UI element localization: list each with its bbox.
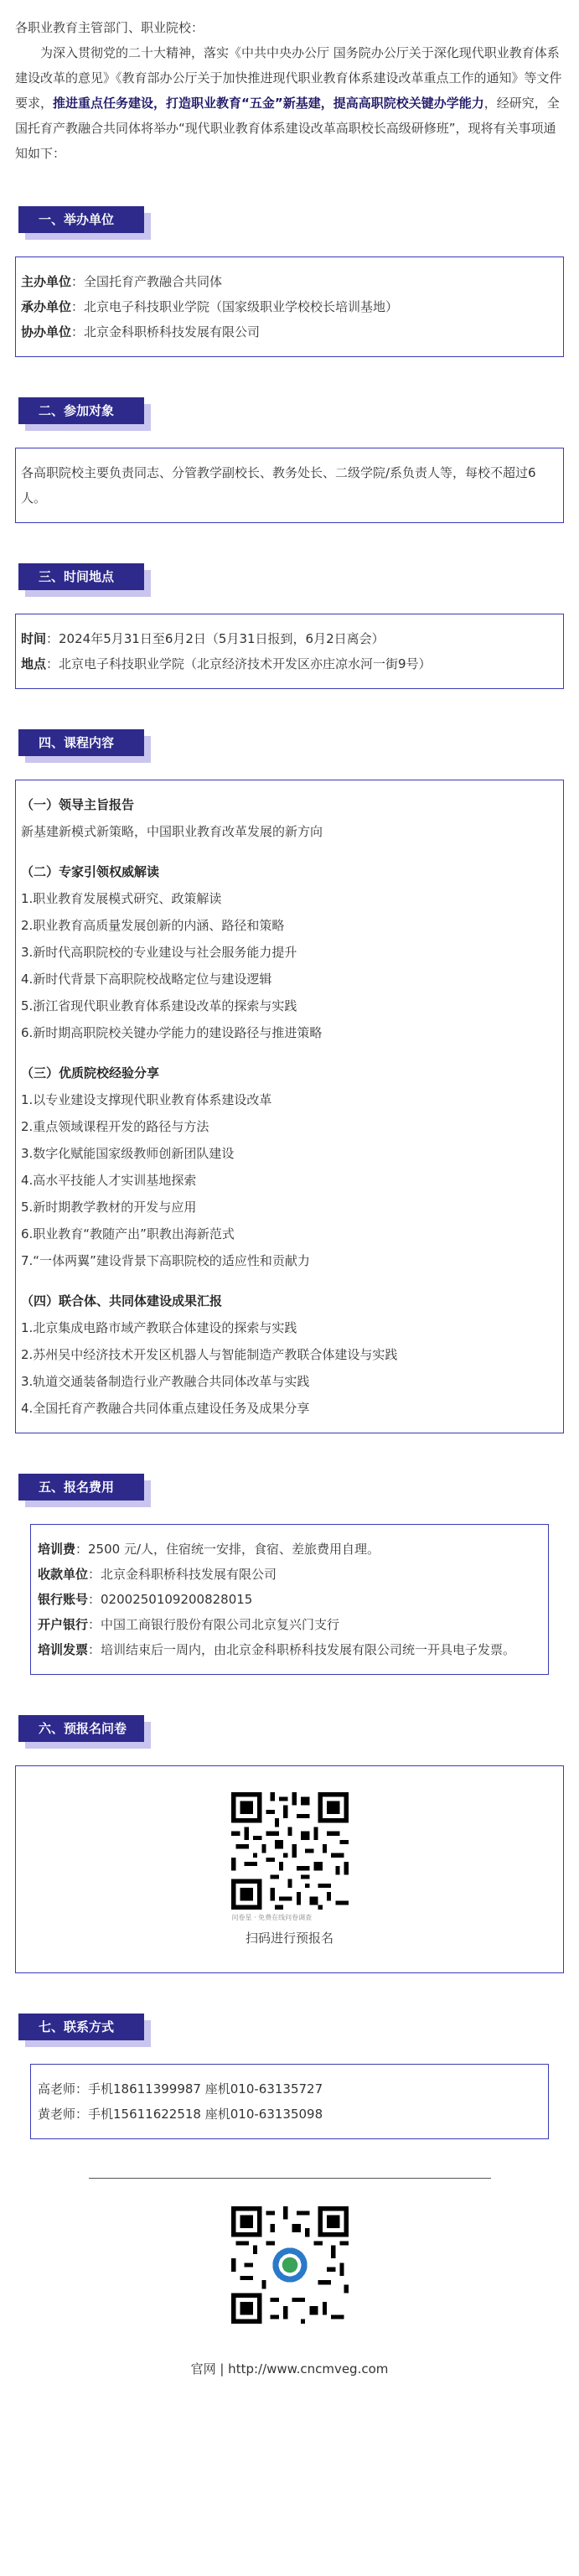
row-value: ：0200250109200828015 [88, 1592, 253, 1607]
footer-divider [89, 2178, 491, 2179]
survey-qr-wrap [21, 1778, 558, 1961]
qr-tag: 问卷星 · 免费在线问卷调查 [231, 1914, 313, 1921]
intro-text-post: ，经研究，全国托育产教融合共同体将举办“现代职业教育体系建设改革高职校长高级研修班”，现将有关事项通知如下： [15, 96, 560, 161]
row-key: 时间 [21, 631, 47, 646]
row-value: ：北京金科职桥科技发展有限公司 [71, 324, 261, 339]
time-place-box [15, 614, 564, 689]
course-item: 新基建新模式新策略，中国职业教育改革发展的新方向 [21, 824, 323, 839]
intro [0, 15, 579, 166]
survey-qr-code-icon[interactable] [227, 1788, 353, 1921]
intro-paragraph [15, 40, 564, 166]
survey-caption: 扫码进行预报名 [245, 1931, 333, 1946]
course-item: 1.职业教育发展模式研究、政策解读 [21, 891, 222, 906]
footer-qr-code-icon[interactable] [227, 2202, 353, 2328]
heading-label: 七、联系方式 [18, 2014, 144, 2040]
survey-box [15, 1765, 564, 1973]
section-heading-survey [18, 1715, 153, 1747]
row-key: 开户银行 [38, 1617, 89, 1632]
row-key: 地点 [21, 656, 47, 671]
section-heading-organizers [18, 206, 153, 238]
row-value: ：北京电子科技职业学院（北京经济技术开发区亦庄凉水河一街9号） [46, 656, 432, 671]
intro-text-bold: 推进重点任务建设，打造职业教育“五金”新基建，提高高职院校关键办学能力 [53, 96, 484, 111]
row-key: 主办单位 [21, 274, 72, 289]
official-website-link[interactable]: 官网 | http://www.cncmveg.com [190, 2361, 389, 2376]
heading-label: 二、参加对象 [18, 397, 144, 424]
section-heading-course [18, 729, 153, 761]
organizer-row [21, 269, 558, 294]
time-row [21, 626, 558, 651]
course-item: 6.职业教育“教随产出”职教出海新范式 [21, 1226, 235, 1241]
fee-row [38, 1562, 541, 1587]
fee-row [38, 1587, 541, 1612]
section-heading-time-place [18, 563, 153, 595]
row-key: 培训发票 [38, 1642, 89, 1657]
course-item: 3.轨道交通装备制造行业产教融合共同体改革与实践 [21, 1374, 310, 1389]
course-item: 1.北京集成电路市域产教联合体建设的探索与实践 [21, 1320, 297, 1335]
course-item: 4.全国托育产教融合共同体重点建设任务及成果分享 [21, 1401, 310, 1416]
fee-row [38, 1537, 541, 1562]
contact-row: 黄老师：手机15611622518 座机010-63135098 [38, 2107, 323, 2122]
course-box [15, 780, 564, 1433]
heading-label: 四、课程内容 [18, 729, 144, 756]
participants-text: 各高职院校主要负责同志、分管教学副校长、教务处长、二级学院/系负责人等，每校不超过6人。 [21, 465, 536, 505]
row-key: 培训费 [38, 1542, 76, 1557]
course-item: 1.以专业建设支撑现代职业教育体系建设改革 [21, 1092, 272, 1107]
qr-graphic [227, 2202, 353, 2328]
row-key: 协办单位 [21, 324, 72, 339]
participants-box [15, 448, 564, 523]
intro-text-pre: 为深入贯彻党的二十大精神，落实《中共中央办公厅 国务院办公厅关于深化现代职业教育体系建设改革的意见》《教育部办公厅关于加快推进现代职业教育体系建设改革重点工作的通知》等文件要求， [15, 45, 562, 111]
course-item: 2.重点领域课程开发的路径与方法 [21, 1119, 209, 1134]
course-item: 3.数字化赋能国家级教师创新团队建设 [21, 1146, 235, 1161]
row-value: ：全国托育产教融合共同体 [71, 274, 223, 289]
section-heading-fees [18, 1474, 153, 1506]
row-value: ：北京金科职桥科技发展有限公司 [88, 1567, 277, 1582]
row-key: 银行账号 [38, 1592, 89, 1607]
course-group-title: （四）联合体、共同体建设成果汇报 [21, 1293, 223, 1309]
course-group-title: （一）领导主旨报告 [21, 797, 135, 812]
fee-row [38, 1612, 541, 1637]
place-row [21, 651, 558, 676]
qr-graphic [227, 1788, 353, 1914]
contacts-box [30, 2064, 549, 2139]
row-value: ：中国工商银行股份有限公司北京复兴门支行 [88, 1617, 340, 1632]
course-item: 5.浙江省现代职业教育体系建设改革的探索与实践 [21, 998, 297, 1013]
section-heading-participants [18, 397, 153, 429]
course-item: 5.新时期教学教材的开发与应用 [21, 1200, 197, 1215]
heading-label: 三、时间地点 [18, 563, 144, 590]
row-value: ：2024年5月31日至6月2日（5月31日报到，6月2日离会） [46, 631, 385, 646]
heading-label: 六、预报名问卷 [18, 1715, 144, 1742]
course-group-title: （二）专家引领权威解读 [21, 864, 160, 879]
fees-box [30, 1524, 549, 1675]
course-group-title: （三）优质院校经验分享 [21, 1065, 160, 1081]
organizer-row [21, 319, 558, 345]
course-item: 3.新时代高职院校的专业建设与社会服务能力提升 [21, 945, 297, 960]
row-value: ：培训结束后一周内，由北京金科职桥科技发展有限公司统一开具电子发票。 [88, 1642, 516, 1657]
heading-label: 五、报名费用 [18, 1474, 144, 1501]
row-key: 收款单位 [38, 1567, 89, 1582]
salutation: 各职业教育主管部门、职业院校： [15, 20, 204, 35]
row-key: 承办单位 [21, 299, 72, 314]
course-item: 7.“一体两翼”建设背景下高职院校的适应性和贡献力 [21, 1253, 310, 1268]
row-value: ：2500 元/人，住宿统一安排，食宿、差旅费用自理。 [75, 1542, 380, 1557]
course-item: 2.苏州吴中经济技术开发区机器人与智能制造产教联合体建设与实践 [21, 1347, 398, 1362]
organizers-box [15, 257, 564, 357]
heading-label: 一、举办单位 [18, 206, 144, 233]
course-item: 2.职业教育高质量发展创新的内涵、路径和策略 [21, 918, 285, 933]
row-value: ：北京电子科技职业学院（国家级职业学校校长培训基地） [71, 299, 399, 314]
course-item: 4.新时代背景下高职院校战略定位与建设逻辑 [21, 972, 272, 987]
fee-row [38, 1637, 541, 1662]
section-heading-contacts [18, 2014, 153, 2045]
course-item: 4.高水平技能人才实训基地探索 [21, 1173, 197, 1188]
organizer-row [21, 294, 558, 319]
course-item: 6.新时期高职院校关键办学能力的建设路径与推进策略 [21, 1025, 323, 1040]
contact-row: 高老师：手机18611399987 座机010-63135727 [38, 2081, 323, 2097]
footer-qr-wrap [0, 2202, 579, 2336]
